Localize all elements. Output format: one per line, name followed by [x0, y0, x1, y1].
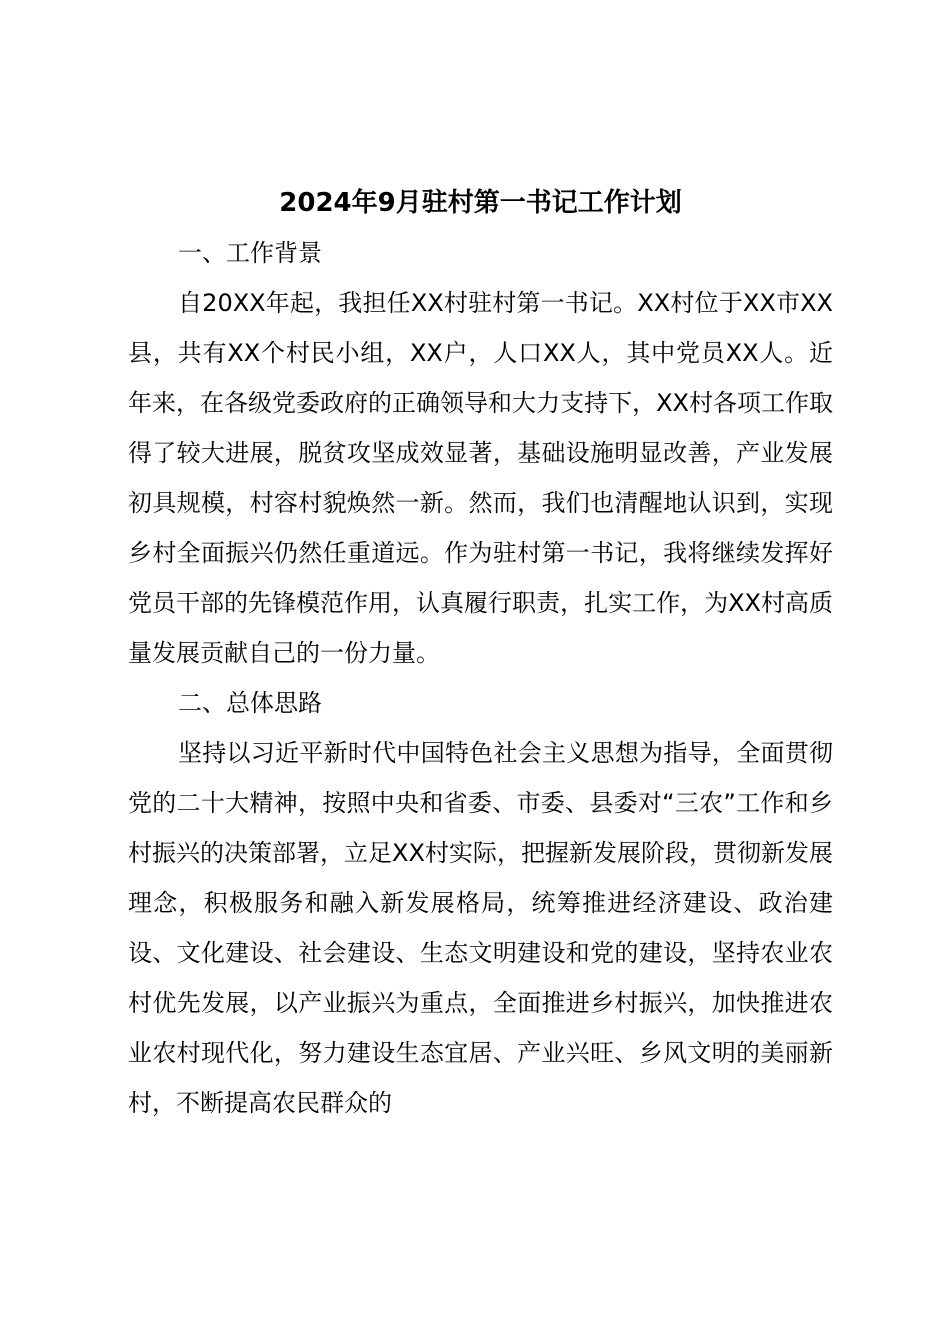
section-paragraph-background: 自20XX年起，我担任XX村驻村第一书记。XX村位于XX市XX县，共有XX个村民小组，XX户，人口XX人，其中党员XX人。近年来，在各级党委政府的正确领导和大力支持下，XX村各项工作取得了较大进展，脱贫攻坚成效显著，基础设施明显改善，产业发展初具规模，村容村貌焕然一新。然而，我们也清醒地认识到，实现乡村全面振兴仍然任重道远。作为驻村第一书记，我将继续发挥好党员干部的先锋模范作用，认真履行职责，扎实工作，为XX村高质量发展贡献自己的一份力量。 [128, 289, 833, 667]
document-body [128, 178, 833, 1128]
section-heading-background: 一、工作背景 [178, 239, 322, 267]
document-title: 2024年9月驻村第一书记工作计划 [279, 188, 682, 218]
section-heading-approach: 二、总体思路 [178, 689, 322, 717]
section-paragraph-approach: 坚持以习近平新时代中国特色社会主义思想为指导，全面贯彻党的二十大精神，按照中央和省委、市委、县委对“三农”工作和乡村振兴的决策部署，立足XX村实际，把握新发展阶段，贯彻新发展理念，积极服务和融入新发展格局，统筹推进经济建设、政治建设、文化建设、社会建设、生态文明建设和党的建设，坚持农业农村优先发展，以产业振兴为重点，全面推进乡村振兴，加快推进农业农村现代化，努力建设生态宜居、产业兴旺、乡风文明的美丽新村，不断提高农民群众的 [128, 739, 833, 1117]
